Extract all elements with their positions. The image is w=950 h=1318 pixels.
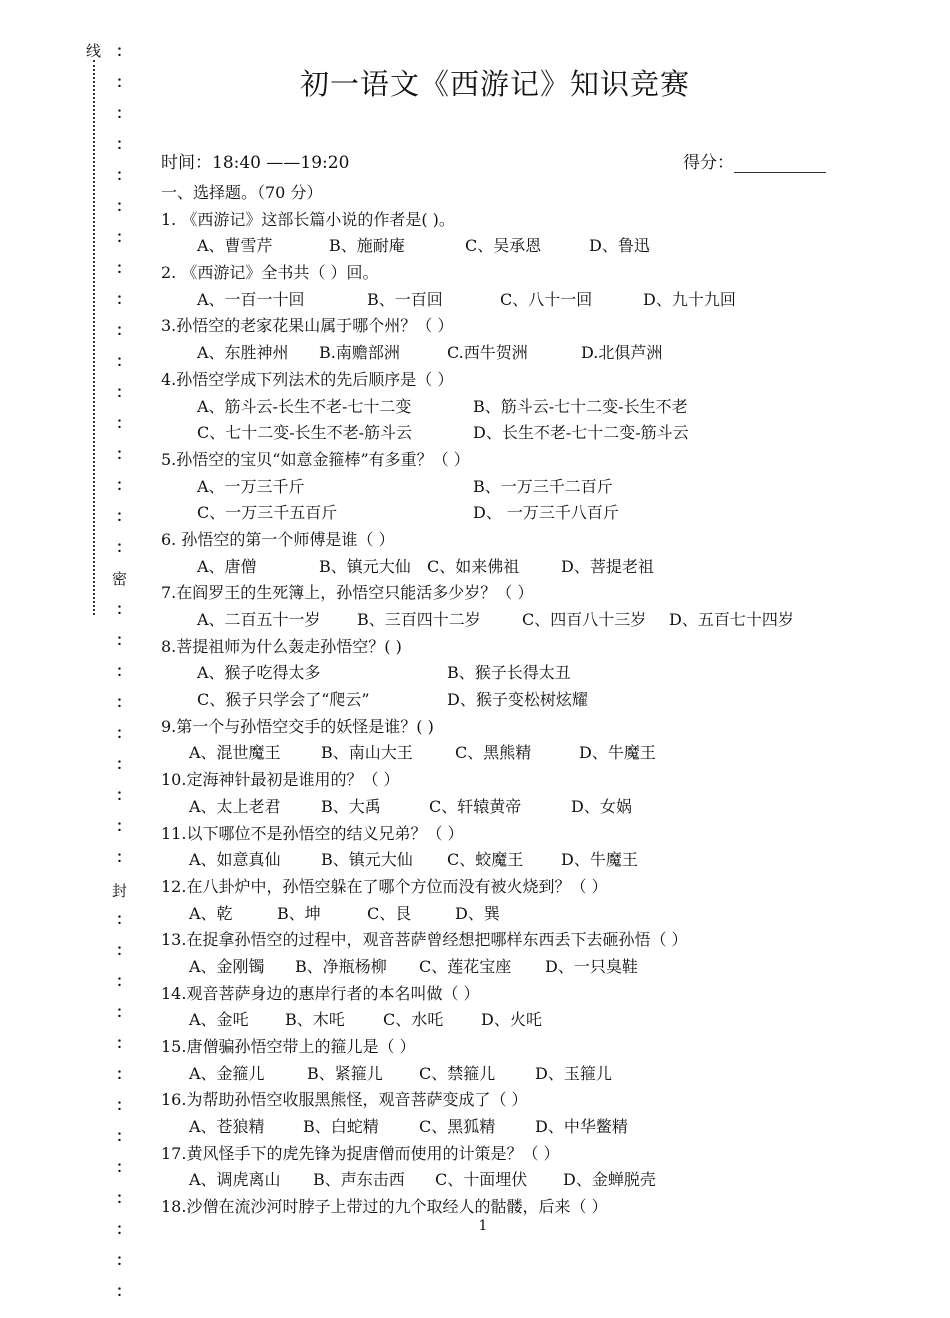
option-b[interactable]: B、施耐庵	[329, 236, 405, 256]
option-d[interactable]: D、鲁迅	[589, 236, 650, 256]
option-b[interactable]: B、镇元大仙	[321, 850, 413, 870]
option-a[interactable]: A、苍狼精	[189, 1117, 265, 1137]
option-row	[161, 740, 861, 767]
question-1: 1. 《西游记》这部长篇小说的作者是( )。	[161, 209, 455, 229]
margin-colon: ：	[116, 414, 132, 432]
question-14: 14.观音菩萨身边的惠岸行者的本名叫做（ ）	[161, 983, 480, 1003]
margin-colon: ：	[116, 73, 132, 91]
margin-colon: ：	[116, 1003, 132, 1021]
margin-colon: ：	[116, 1158, 132, 1176]
option-a[interactable]: A、唐僧	[197, 556, 257, 576]
option-d[interactable]: D、菩提老祖	[561, 556, 654, 576]
option-row	[161, 394, 861, 421]
option-d[interactable]: D、中华鳖精	[535, 1117, 628, 1137]
option-c[interactable]: C、一万三千五百斤	[197, 503, 338, 523]
option-row	[161, 233, 861, 260]
option-d[interactable]: D、玉箍儿	[535, 1063, 612, 1083]
question-11: 11.以下哪位不是孙悟空的结义兄弟？（ ）	[161, 823, 464, 843]
margin-colon: ：	[116, 104, 132, 122]
question-list	[161, 180, 861, 1221]
option-c[interactable]: C、莲花宝座	[419, 956, 512, 976]
exam-time: 时间：18:40 ——19:20	[161, 153, 350, 173]
question-17: 17.黄风怪手下的虎先锋为捉唐僧而使用的计策是？（ ）	[161, 1143, 560, 1163]
score-field	[683, 148, 826, 173]
option-c[interactable]: C、四百八十三岁	[522, 610, 647, 629]
option-row	[161, 794, 861, 821]
margin-colon: ：	[116, 662, 132, 680]
page-number: 1	[478, 1218, 488, 1234]
option-c[interactable]: C、黑狐精	[419, 1117, 496, 1137]
margin-colon: ：	[116, 693, 132, 711]
option-c[interactable]: C、猴子只学会了“爬云”	[197, 690, 370, 710]
margin-colon: ：	[116, 755, 132, 773]
margin-colon: ：	[116, 972, 132, 990]
option-row	[161, 660, 861, 687]
option-a[interactable]: A、猴子吃得太多	[197, 663, 321, 683]
option-row	[161, 901, 861, 928]
option-a[interactable]: A、筋斗云-长生不老-七十二变	[197, 396, 412, 416]
option-a[interactable]: A、太上老君	[189, 796, 281, 816]
option-c[interactable]: C、八十一回	[500, 289, 593, 309]
option-row	[161, 1007, 861, 1034]
margin-colon: ：	[116, 910, 132, 928]
option-row	[161, 554, 861, 581]
option-d[interactable]: D.北俱芦洲	[581, 343, 663, 363]
margin-colon: ：	[116, 1127, 132, 1145]
option-d[interactable]: D、女娲	[571, 796, 632, 816]
option-c[interactable]: C、十面埋伏	[435, 1170, 528, 1190]
option-a[interactable]: A、一万三千斤	[197, 476, 305, 496]
option-row	[161, 287, 861, 314]
margin-char-line: 线	[86, 42, 102, 60]
question-3: 3.孙悟空的老家花果山属于哪个州？（ ）	[161, 316, 454, 336]
option-b[interactable]: B、筋斗云-七十二变-长生不老	[473, 396, 688, 416]
margin-colon: ：	[116, 631, 132, 649]
margin-char-feng: 封	[112, 882, 128, 900]
question-8: 8.菩提祖师为什么轰走孙悟空？( )	[161, 636, 402, 656]
option-row	[161, 1114, 861, 1141]
option-b[interactable]: B、镇元大仙	[319, 556, 411, 576]
margin-char-seal: 密	[112, 570, 128, 588]
option-d[interactable]: D、牛魔王	[579, 743, 656, 763]
margin-colon: ：	[116, 1034, 132, 1052]
question-9: 9.第一个与孙悟空交手的妖怪是谁？( )	[161, 716, 434, 736]
option-b[interactable]: B、猴子长得太丑	[447, 663, 571, 683]
question-15: 15.唐僧骗孙悟空带上的箍儿是（ ）	[161, 1037, 416, 1056]
margin-colon: ：	[116, 817, 132, 835]
option-row	[161, 500, 861, 527]
option-b[interactable]: B、坤	[277, 903, 321, 923]
option-a[interactable]: A、如意真仙	[189, 850, 281, 870]
option-b[interactable]: B、白蛇精	[303, 1117, 379, 1137]
option-a[interactable]: A、调虎离山	[189, 1170, 281, 1190]
question-6: 6. 孙悟空的第一个师傅是谁（ ）	[161, 529, 395, 549]
option-d[interactable]: D、一只臭鞋	[545, 956, 638, 976]
option-c[interactable]: C、禁箍儿	[419, 1063, 496, 1083]
question-2: 2. 《西游记》全书共（ ）回。	[161, 263, 379, 283]
option-d[interactable]: D、 一万三千八百斤	[473, 503, 619, 523]
margin-colon: ：	[116, 228, 132, 246]
margin-colon: ：	[116, 507, 132, 525]
option-c[interactable]: C、蛟魔王	[447, 850, 524, 870]
option-b[interactable]: B、三百四十二岁	[357, 610, 481, 629]
option-c[interactable]: C、如来佛祖	[427, 556, 520, 576]
option-a[interactable]: A、东胜神州	[197, 343, 289, 363]
option-b[interactable]: B、紧箍儿	[307, 1063, 383, 1083]
option-d[interactable]: D、巽	[455, 903, 500, 923]
option-row	[161, 420, 861, 447]
option-c[interactable]: C、轩辕黄帝	[429, 796, 522, 816]
option-a[interactable]: A、金箍儿	[189, 1063, 265, 1083]
margin-colon: ：	[116, 1220, 132, 1238]
margin-colon: ：	[116, 259, 132, 277]
option-d[interactable]: D、火吒	[481, 1010, 542, 1030]
option-c[interactable]: C、吴承恩	[465, 236, 542, 256]
option-row	[161, 340, 861, 367]
option-row	[161, 687, 861, 714]
page-title: 初一语文《西游记》知识竞赛	[299, 67, 690, 101]
option-d[interactable]: D、长生不老-七十二变-筋斗云	[473, 423, 689, 443]
score-label: 得分：	[683, 153, 734, 173]
margin-colon: ：	[116, 1065, 132, 1083]
option-b[interactable]: B、大禹	[321, 796, 381, 816]
margin-colon: ：	[116, 476, 132, 494]
option-row	[161, 607, 861, 634]
margin-colon: ：	[116, 197, 132, 215]
question-5: 5.孙悟空的宝贝“如意金箍棒”有多重？（ ）	[161, 449, 470, 469]
margin-colon: ：	[116, 1282, 132, 1300]
margin-colon: ：	[116, 1189, 132, 1207]
margin-colon: ：	[116, 135, 132, 153]
margin-colon: ：	[116, 445, 132, 463]
score-blank[interactable]	[734, 156, 826, 173]
margin-colon: ：	[116, 600, 132, 618]
option-c[interactable]: C.西牛贺洲	[447, 343, 528, 363]
margin-colon: ：	[116, 724, 132, 742]
option-b[interactable]: B、一百回	[367, 289, 443, 309]
option-row	[161, 847, 861, 874]
option-row	[161, 1167, 861, 1194]
option-b[interactable]: B、净瓶杨柳	[295, 956, 387, 976]
option-b[interactable]: B、声东击西	[313, 1170, 405, 1190]
option-row	[161, 1061, 861, 1088]
option-c[interactable]: C、水吒	[383, 1010, 444, 1030]
option-d[interactable]: D、牛魔王	[561, 850, 638, 870]
option-row	[161, 474, 861, 501]
margin-colon: ：	[116, 786, 132, 804]
option-c[interactable]: C、七十二变-长生不老-筋斗云	[197, 423, 413, 443]
binding-dotted-line	[93, 60, 95, 615]
option-a[interactable]: A、金刚镯	[189, 956, 265, 976]
margin-colon: ：	[116, 941, 132, 959]
margin-colon: ：	[116, 1251, 132, 1269]
question-12: 12.在八卦炉中，孙悟空躲在了哪个方位而没有被火烧到？（ ）	[161, 876, 608, 896]
margin-colon: ：	[116, 166, 132, 184]
question-7: 7.在阎罗王的生死簿上，孙悟空只能活多少岁？（ ）	[161, 583, 534, 603]
option-d[interactable]: D、五百七十四岁	[669, 610, 794, 629]
margin-colon: ：	[116, 1096, 132, 1114]
margin-colon: ：	[116, 383, 132, 401]
option-b[interactable]: B、木吒	[285, 1010, 345, 1030]
margin-colon: ：	[116, 290, 132, 308]
question-13: 13.在捉拿孙悟空的过程中，观音菩萨曾经想把哪样东西丢下去砸孙悟（ ）	[161, 930, 688, 950]
margin-colon: ：	[116, 538, 132, 556]
section-heading: 一、选择题。（70 分）	[161, 183, 323, 202]
option-a[interactable]: A、二百五十一岁	[197, 610, 321, 629]
question-16: 16.为帮助孙悟空收服黑熊怪，观音菩萨变成了（ ）	[161, 1090, 528, 1110]
binding-margin	[78, 36, 132, 1306]
question-4: 4.孙悟空学成下列法术的先后顺序是（ ）	[161, 369, 454, 389]
option-a[interactable]: A、金吒	[189, 1010, 249, 1030]
option-row	[161, 954, 861, 981]
margin-colon: ：	[116, 848, 132, 866]
option-b[interactable]: B.南赡部洲	[319, 343, 400, 363]
option-b[interactable]: B、一万三千二百斤	[473, 476, 613, 496]
option-d[interactable]: D、猴子变松树炫耀	[447, 690, 588, 710]
margin-colon: ：	[116, 42, 132, 60]
option-c[interactable]: C、黑熊精	[455, 743, 532, 763]
option-a[interactable]: A、一百一十回	[197, 289, 305, 309]
option-a[interactable]: A、乾	[189, 903, 233, 923]
question-18: 18.沙僧在流沙河时脖子上带过的九个取经人的骷髅，后来（ ）	[161, 1197, 608, 1217]
option-a[interactable]: A、混世魔王	[189, 743, 281, 763]
question-10: 10.定海神针最初是谁用的？（ ）	[161, 770, 400, 790]
option-a[interactable]: A、曹雪芹	[197, 236, 273, 256]
option-d[interactable]: D、九十九回	[643, 289, 736, 309]
option-c[interactable]: C、艮	[367, 903, 412, 923]
option-d[interactable]: D、金蝉脱壳	[563, 1170, 656, 1190]
margin-colon: ：	[116, 352, 132, 370]
option-b[interactable]: B、南山大王	[321, 743, 413, 763]
margin-colon: ：	[116, 321, 132, 339]
